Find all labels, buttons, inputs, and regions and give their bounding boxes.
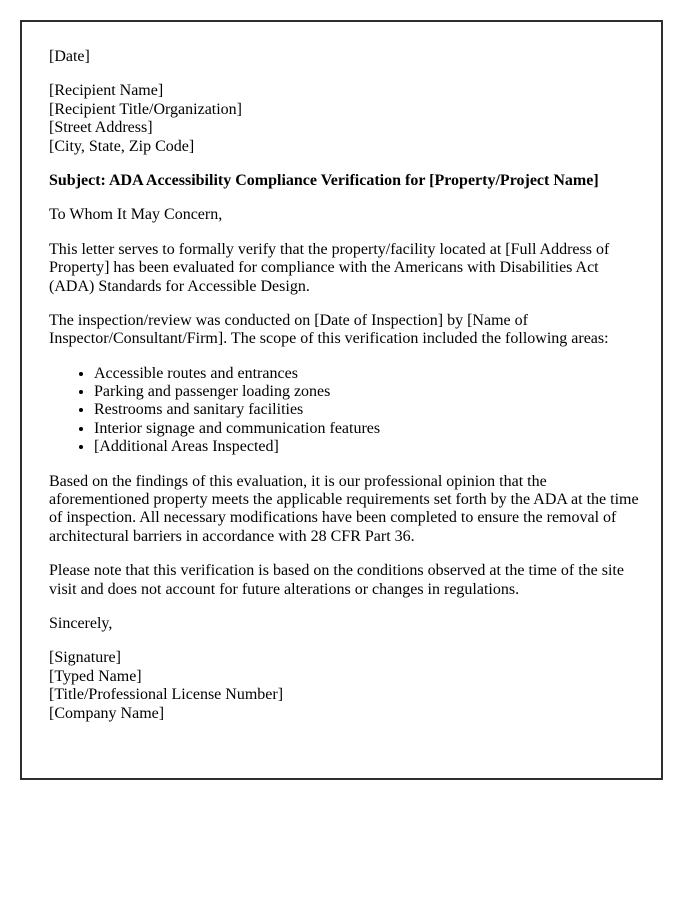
scope-item: • [Additional Areas Inspected] xyxy=(94,438,641,456)
scope-item: • Parking and passenger loading zones xyxy=(94,383,641,401)
typed-name-line: [Typed Name] xyxy=(49,667,142,685)
company-name-line: [Company Name] xyxy=(49,704,165,722)
signature-line: [Signature] xyxy=(49,649,121,667)
scope-item: • Restrooms and sanitary facilities xyxy=(94,401,641,419)
body-paragraph-4: Please note that this verification is based on the conditions observed at the time of the site visit and does not account for future alterations or changes in regulations. xyxy=(49,562,624,598)
recipient-name-line: [Recipient Name] xyxy=(49,82,164,100)
scope-item: • Interior signage and communication features xyxy=(94,420,641,438)
closing-line: Sincerely, xyxy=(49,614,113,632)
recipient-street-line: [Street Address] xyxy=(49,119,153,137)
title-license-line: [Title/Professional License Number] xyxy=(49,686,284,704)
body-paragraph-1: This letter serves to formally verify that the property/facility located at [Full Address of Property] has been evaluated for compliance with the Americans with Disabilities Act (ADA) Standards for Accessible Design. xyxy=(49,240,610,295)
signature-block xyxy=(49,649,641,723)
body-paragraph-2: The inspection/review was conducted on [Date of Inspection] by [Name of Inspector/Consultant/Firm]. The scope of this verification included the following areas: xyxy=(49,311,609,348)
recipient-address-block xyxy=(49,82,641,156)
recipient-title-line: [Recipient Title/Organization] xyxy=(49,100,243,118)
scope-item: • Accessible routes and entrances xyxy=(94,365,641,383)
scope-list xyxy=(49,365,641,457)
subject-line: Subject: ADA Accessibility Compliance Verification for [Property/Project Name] xyxy=(49,171,599,189)
body-paragraph-3: Based on the findings of this evaluation, it is our professional opinion that the aforementioned property meets the applicable requirements set forth by the ADA at the time of inspection. All necessary modifications have been completed to ensure the removal of architectural barriers in accordance with 28 CFR Part 36. xyxy=(49,472,639,545)
letter-document xyxy=(20,20,663,780)
salutation: To Whom It May Concern, xyxy=(49,206,223,224)
recipient-city-line: [City, State, Zip Code] xyxy=(49,137,195,155)
date-line: [Date] xyxy=(49,48,90,65)
